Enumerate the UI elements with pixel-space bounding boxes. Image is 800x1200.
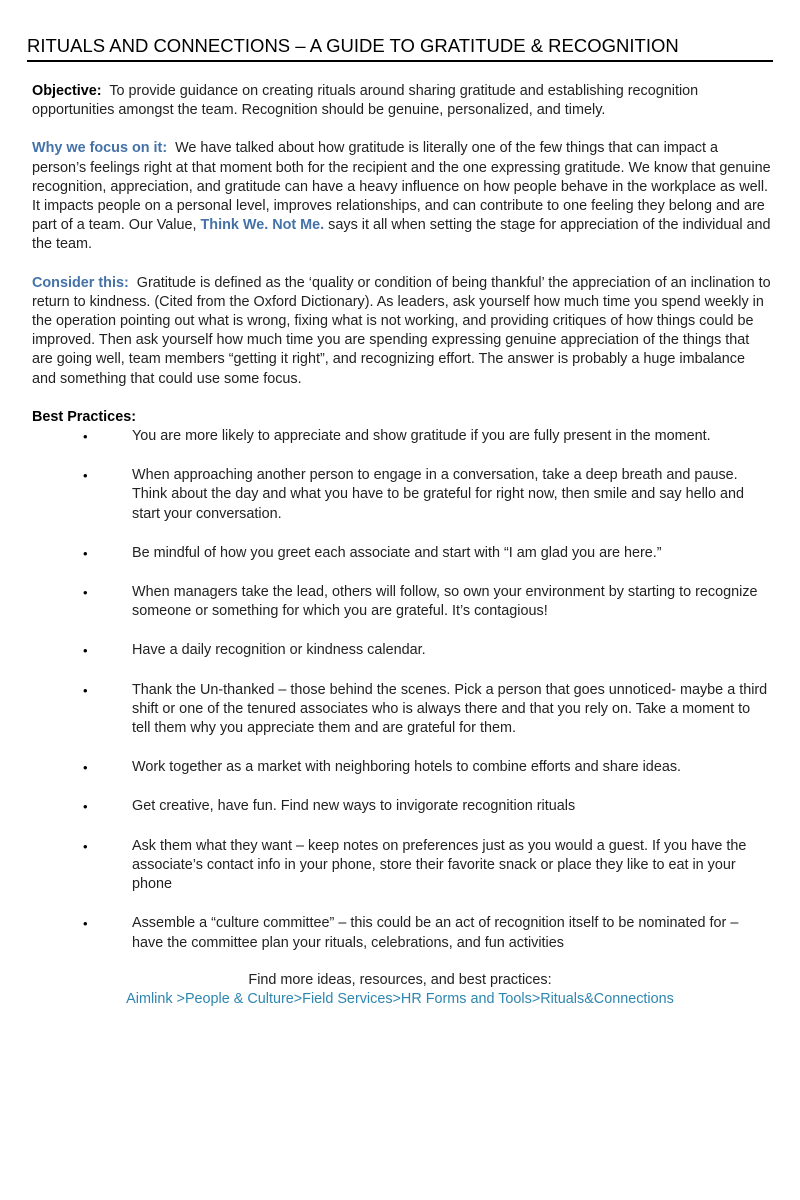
consider-text: Gratitude is defined as the ‘quality or condition of being thankful’ the appreciation of an inclination to return to kindness. (Cited from the Oxford Dictionary). As leaders, ask yourself how much time you spend weekly in the operation pointing out what is wrong, fixing what is not working, and providing critiques of how things could be improved. Then ask yourself how much time you are spending expressing genuine appreciation of the things that are going well, team members “getting it right”, and recognizing effort. The answer is probably a huge imbalance and something that could use some focus.: [32, 274, 771, 387]
list-item: • Assemble a “culture committee” – this could be an act of recognition itself to be nominated for – have the committee plan your rituals, celebrations, and fun activities: [83, 915, 739, 951]
consider-label: Consider this:: [32, 274, 129, 291]
why-paragraph: [27, 139, 773, 254]
footer-resource-path: Aimlink >People & Culture>Field Services>HR Forms and Tools>Rituals&Connections: [126, 990, 674, 1007]
bullet-icon: •: [83, 682, 88, 698]
footer-intro: Find more ideas, resources, and best practices:: [248, 971, 552, 988]
list-item: • You are more likely to appreciate and show gratitude if you are fully present in the moment.: [27, 427, 773, 446]
why-text-after: says it all when setting the stage for appreciation of the individual and the team.: [32, 217, 771, 253]
list-item: • Be mindful of how you greet each associate and start with “I am glad you are here.”: [27, 544, 773, 563]
objective-text: To provide guidance on creating rituals around sharing gratitude and establishing recognition opportunities amongst the team. Recognition should be genuine, personalized, and timely.: [32, 83, 699, 119]
bullet-icon: •: [83, 429, 88, 445]
list-item: • Work together as a market with neighboring hotels to combine efforts and share ideas.: [27, 758, 773, 777]
bullet-icon: •: [83, 916, 88, 932]
list-item: • When managers take the lead, others will follow, so own your environment by starting to recognize someone or something for which you are grateful. It’s contagious!: [83, 584, 758, 620]
list-item: • Ask them what they want – keep notes on preferences just as you would a guest. If you have the associate’s contact info in your phone, store their favorite snack or place they like to eat in your phone: [83, 837, 747, 893]
objective-paragraph: [27, 82, 773, 120]
bullet-icon: •: [83, 838, 88, 854]
best-practices-list: [27, 427, 773, 953]
best-practices-heading: Best Practices:: [32, 408, 136, 425]
list-item: • Have a daily recognition or kindness calendar.: [27, 641, 773, 660]
why-label: Why we focus on it:: [32, 140, 168, 157]
value-name: Think We. Not Me.: [200, 217, 325, 234]
document-page: [27, 0, 773, 1009]
objective-label: Objective:: [32, 83, 102, 99]
footer: [27, 971, 773, 1009]
bullet-icon: •: [83, 468, 88, 484]
consider-paragraph: [27, 274, 773, 389]
list-item: • Get creative, have fun. Find new ways to invigorate recognition rituals: [27, 797, 773, 816]
bullet-icon: •: [83, 585, 88, 601]
bullet-icon: •: [83, 545, 88, 561]
bullet-icon: •: [83, 799, 88, 815]
bullet-icon: •: [83, 643, 88, 659]
bullet-icon: •: [83, 760, 88, 776]
list-item: • Thank the Un-thanked – those behind the scenes. Pick a person that goes unnoticed- maybe a third shift or one of the tenured associates who is always there and that you rely on. Take a moment to tell them why you appreciate them and are grateful for them.: [83, 681, 768, 737]
page-title: RITUALS AND CONNECTIONS – A GUIDE TO GRATITUDE & RECOGNITION: [27, 35, 773, 62]
why-text-before: We have talked about how gratitude is literally one of the few things that can impact a person’s feelings right at that moment both for the recipient and the one expressing gratitude. We know that genuine recognition, appreciation, and gratitude can have a heavy influence on how people behave in the workplace as well. It impacts people on a personal level, improves relationships, and can contribute to one feeling they belong and are part of a team. Our Value,: [32, 140, 771, 234]
list-item: • When approaching another person to engage in a conversation, take a deep breath and pause. Think about the day and what you have to be grateful for right now, then smile and say hello and start your conversation.: [83, 467, 744, 522]
